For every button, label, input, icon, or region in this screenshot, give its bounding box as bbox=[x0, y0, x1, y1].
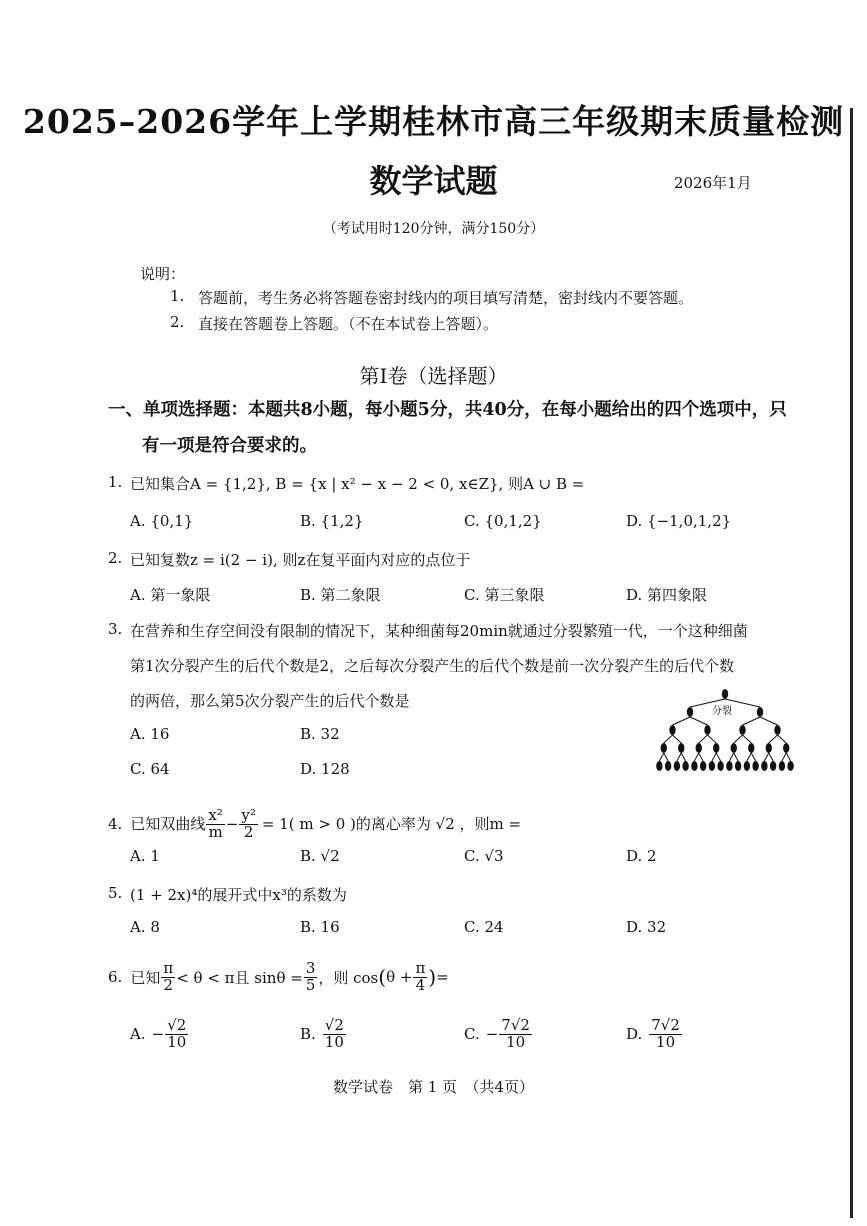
fraction-numerator: √2 bbox=[167, 1015, 187, 1034]
option-letter: B. bbox=[300, 1025, 316, 1043]
question-stem: θ + bbox=[386, 968, 413, 986]
division-branch bbox=[734, 735, 743, 743]
bacterium-node bbox=[678, 743, 684, 753]
option-a: A. 1 bbox=[130, 847, 160, 865]
fraction-numerator: y² bbox=[241, 805, 256, 824]
fraction-numerator: 7√2 bbox=[651, 1015, 680, 1034]
option-sign: − bbox=[151, 1025, 165, 1043]
division-branch bbox=[690, 717, 708, 725]
instruction-num: 2. bbox=[170, 313, 185, 331]
question-number: 3. bbox=[108, 620, 123, 638]
bacterium-node bbox=[691, 761, 697, 771]
question-4 bbox=[108, 800, 521, 848]
option-d bbox=[626, 1010, 683, 1058]
question-stem: 已知复数z = i(2 − i), 则z在复平面内对应的点位于 bbox=[130, 551, 471, 569]
bacterium-node bbox=[704, 725, 710, 735]
bacterium-node bbox=[770, 761, 776, 771]
division-branch bbox=[729, 753, 733, 761]
page-edge-line bbox=[850, 108, 853, 1218]
exam-title: 2025–2026学年上学期桂林市高三年级期末质量检测 bbox=[22, 102, 845, 141]
fraction bbox=[304, 958, 318, 994]
bacterium-node bbox=[674, 761, 680, 771]
option-letter: A. bbox=[130, 1025, 146, 1043]
division-branch bbox=[760, 717, 778, 725]
bacterium-node bbox=[735, 761, 741, 771]
bacterium-node bbox=[774, 725, 780, 735]
division-branch bbox=[751, 753, 755, 761]
division-branch bbox=[673, 717, 691, 725]
bacterium-node bbox=[731, 743, 737, 753]
question-stem: = bbox=[436, 968, 449, 986]
division-branch bbox=[664, 753, 668, 761]
option-a: A. 8 bbox=[130, 918, 160, 936]
fraction-denominator: 4 bbox=[415, 975, 426, 994]
instruction-num: 1. bbox=[170, 287, 185, 305]
question-stem: ，则 cos bbox=[318, 968, 379, 987]
division-branch bbox=[743, 735, 752, 743]
bacterium-node bbox=[665, 761, 671, 771]
bacterium-node bbox=[722, 689, 728, 699]
division-branch bbox=[673, 735, 682, 743]
fraction-denominator: m bbox=[208, 822, 223, 841]
instructions-label: 说明： bbox=[140, 265, 186, 283]
option-b: B. 32 bbox=[300, 725, 340, 743]
bacterium-node bbox=[748, 743, 754, 753]
option-d: D. 128 bbox=[300, 760, 350, 778]
page-footer: 数学试卷 第 1 页 （共4页） bbox=[332, 1078, 535, 1096]
question-stem: 已知双曲线 bbox=[130, 815, 206, 833]
question-stem: 已知 bbox=[130, 968, 161, 987]
exam-subject: 数学试题 bbox=[369, 162, 498, 200]
fraction bbox=[239, 805, 258, 841]
fraction bbox=[165, 1015, 188, 1051]
division-branch bbox=[769, 753, 773, 761]
bacterium-node bbox=[744, 761, 750, 771]
question-stem: (1 + 2x)⁴的展开式中x³的系数为 bbox=[130, 886, 347, 904]
bacterium-node bbox=[752, 761, 758, 771]
question-number: 4. bbox=[108, 815, 123, 833]
option-c bbox=[464, 1010, 533, 1058]
question-stem-line: 在营养和生存空间没有限制的情况下，某种细菌每20min就通过分裂繁殖一代，一个这种细菌 bbox=[130, 622, 748, 640]
question-stem: 已知集合A = {1,2}, B = {x | x² − x − 2 < 0, x∈Z}, 则A ∪ B = bbox=[130, 475, 585, 493]
option-d: D. 2 bbox=[626, 847, 657, 865]
question-number: 5. bbox=[108, 884, 123, 902]
bacterium-node bbox=[696, 743, 702, 753]
instruction-text: 答题前，考生务必将答题卷密封线内的项目填写清楚，密封线内不要答题。 bbox=[198, 289, 694, 307]
division-branch bbox=[764, 753, 768, 761]
option-c: C. 第三象限 bbox=[464, 586, 545, 604]
bacterium-node bbox=[656, 761, 662, 771]
bacterium-node bbox=[709, 761, 715, 771]
division-branch bbox=[747, 753, 751, 761]
figure-label: 分裂 bbox=[712, 706, 732, 717]
option-b: B. √2 bbox=[300, 847, 340, 865]
option-b: B. 16 bbox=[300, 918, 340, 936]
division-branch bbox=[712, 753, 716, 761]
option-d: D. 第四象限 bbox=[626, 586, 708, 604]
bacterium-node bbox=[779, 761, 785, 771]
question-stem-line: 的两倍，那么第5次分裂产生的后代个数是 bbox=[130, 692, 410, 710]
option-a: A. {0,1} bbox=[130, 512, 194, 530]
question-number: 6. bbox=[108, 968, 123, 986]
fraction bbox=[413, 958, 427, 994]
option-a: A. 第一象限 bbox=[130, 586, 211, 604]
option-d: D. 32 bbox=[626, 918, 667, 936]
exam-note: （考试用时120分钟，满分150分） bbox=[322, 221, 545, 237]
division-branch bbox=[699, 735, 708, 743]
bacterium-node bbox=[700, 761, 706, 771]
fraction-denominator: 10 bbox=[656, 1032, 676, 1051]
fraction bbox=[161, 958, 175, 994]
division-branch bbox=[677, 753, 681, 761]
option-a bbox=[130, 1010, 189, 1058]
question-stem: = 1( m > 0 )的离心率为 √2 ，则m = bbox=[261, 815, 522, 833]
bacterium-node bbox=[757, 707, 763, 717]
bacterium-node bbox=[761, 761, 767, 771]
division-branch bbox=[786, 753, 790, 761]
option-b bbox=[300, 1010, 347, 1058]
section-title: 第Ⅰ卷（选择题） bbox=[359, 364, 508, 388]
option-c: C. {0,1,2} bbox=[464, 512, 542, 530]
paren-open: ( bbox=[378, 965, 387, 989]
division-branch bbox=[699, 753, 703, 761]
fraction bbox=[206, 805, 224, 841]
option-letter: C. bbox=[464, 1025, 480, 1043]
division-branch bbox=[743, 717, 761, 725]
fraction bbox=[323, 1015, 346, 1051]
option-b: B. {1,2} bbox=[300, 512, 364, 530]
fraction-numerator: √2 bbox=[324, 1015, 344, 1034]
bacterium-node bbox=[783, 743, 789, 753]
division-branch bbox=[681, 753, 685, 761]
option-c: C. 24 bbox=[464, 918, 504, 936]
fraction-denominator: 2 bbox=[243, 822, 254, 841]
option-c: C. 64 bbox=[130, 760, 170, 778]
bacterium-node bbox=[787, 761, 793, 771]
fraction-denominator: 10 bbox=[167, 1032, 187, 1051]
exam-date: 2026年1月 bbox=[674, 174, 752, 192]
bacterium-node bbox=[661, 743, 667, 753]
division-branch bbox=[734, 753, 738, 761]
bacterium-node bbox=[766, 743, 772, 753]
fraction-numerator: 3 bbox=[305, 958, 316, 977]
bacteria-division-figure bbox=[650, 686, 800, 778]
option-a: A. 16 bbox=[130, 725, 170, 743]
fraction-numerator: x² bbox=[208, 805, 223, 824]
fraction bbox=[649, 1015, 682, 1051]
division-branch bbox=[778, 735, 787, 743]
question-number: 2. bbox=[108, 549, 123, 567]
division-branch bbox=[769, 735, 778, 743]
bacterium-node bbox=[682, 761, 688, 771]
fraction-denominator: 10 bbox=[324, 1032, 344, 1051]
division-branch bbox=[716, 753, 720, 761]
fraction-denominator: 10 bbox=[506, 1032, 526, 1051]
option-b: B. 第二象限 bbox=[300, 586, 381, 604]
division-branch bbox=[782, 753, 786, 761]
bacterium-node bbox=[726, 761, 732, 771]
fraction bbox=[499, 1015, 532, 1051]
bacterium-node bbox=[717, 761, 723, 771]
bacterium-node bbox=[687, 707, 693, 717]
fraction-numerator: π bbox=[163, 958, 174, 977]
division-branch bbox=[708, 735, 717, 743]
fraction-denominator: 5 bbox=[305, 975, 316, 994]
option-sign: − bbox=[485, 1025, 499, 1043]
bacterium-node bbox=[669, 725, 675, 735]
bacterium-node bbox=[739, 725, 745, 735]
question-stem: < θ < π且 sinθ = bbox=[176, 968, 303, 987]
section-heading-line1: 一、单项选择题：本题共8小题，每小题5分，共40分，在每小题给出的四个选项中，只 bbox=[108, 400, 787, 420]
option-letter: D. bbox=[626, 1025, 643, 1043]
division-branch bbox=[664, 735, 673, 743]
bacterium-node bbox=[713, 743, 719, 753]
fraction-numerator: π bbox=[415, 958, 426, 977]
fraction-denominator: 2 bbox=[163, 975, 174, 994]
section-heading-line2: 有一项是符合要求的。 bbox=[142, 436, 317, 456]
operator: − bbox=[225, 815, 239, 833]
division-branch bbox=[659, 753, 663, 761]
fraction-numerator: 7√2 bbox=[501, 1015, 530, 1034]
option-c: C. √3 bbox=[464, 847, 504, 865]
option-d: D. {−1,0,1,2} bbox=[626, 512, 732, 530]
paren-close: ) bbox=[428, 965, 437, 989]
division-branch bbox=[694, 753, 698, 761]
question-number: 1. bbox=[108, 473, 123, 491]
question-6 bbox=[108, 953, 449, 1001]
instruction-text: 直接在答题卷上答题。（不在本试卷上答题）。 bbox=[198, 315, 499, 333]
question-stem-line: 第1次分裂产生的后代个数是2，之后每次分裂产生的后代个数是前一次分裂产生的后代个数 bbox=[130, 657, 735, 675]
